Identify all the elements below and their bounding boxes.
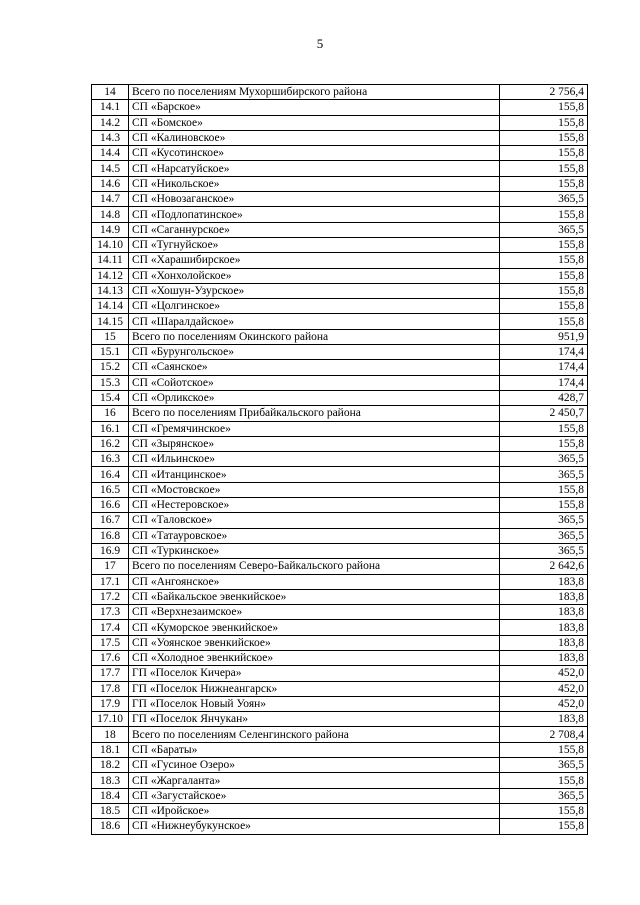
table-row — [92, 345, 588, 360]
settlement-name: СП «Ангоянское» — [129, 574, 500, 589]
amount-value: 155,8 — [500, 268, 588, 283]
row-number: 18.2 — [92, 758, 129, 773]
row-number: 16.7 — [92, 513, 129, 528]
amount-value: 951,9 — [500, 329, 588, 344]
table-row — [92, 681, 588, 696]
amount-value: 183,8 — [500, 605, 588, 620]
row-number: 18 — [92, 727, 129, 742]
table-row — [92, 146, 588, 161]
row-number: 15.4 — [92, 390, 129, 405]
table-row — [92, 498, 588, 513]
table-row — [92, 758, 588, 773]
settlement-name: СП «Хонхолойское» — [129, 268, 500, 283]
amount-value: 155,8 — [500, 299, 588, 314]
row-number: 15.3 — [92, 375, 129, 390]
table-row — [92, 299, 588, 314]
row-number: 16.3 — [92, 452, 129, 467]
row-number: 17.6 — [92, 650, 129, 665]
table-row — [92, 314, 588, 329]
settlement-name: СП «Нижнеубукунское» — [129, 819, 500, 834]
amount-value: 155,8 — [500, 176, 588, 191]
row-number: 14.15 — [92, 314, 129, 329]
row-number: 17.7 — [92, 666, 129, 681]
settlement-name: СП «Куморское эвенкийское» — [129, 620, 500, 635]
amount-value: 365,5 — [500, 513, 588, 528]
settlement-name: Всего по поселениям Селенгинского района — [129, 727, 500, 742]
amount-value: 452,0 — [500, 696, 588, 711]
row-number: 16.1 — [92, 421, 129, 436]
amount-value: 183,8 — [500, 712, 588, 727]
settlement-name: СП «Шаралдайское» — [129, 314, 500, 329]
row-number: 17.9 — [92, 696, 129, 711]
row-number: 14.13 — [92, 283, 129, 298]
table-row — [92, 85, 588, 100]
settlement-name: СП «Бомское» — [129, 115, 500, 130]
amount-value: 2 756,4 — [500, 85, 588, 100]
settlement-name: СП «Жаргаланта» — [129, 773, 500, 788]
settlement-name: СП «Ильинское» — [129, 452, 500, 467]
amount-value: 2 708,4 — [500, 727, 588, 742]
amount-value: 174,4 — [500, 375, 588, 390]
amount-value: 365,5 — [500, 788, 588, 803]
settlement-name: СП «Таловское» — [129, 513, 500, 528]
row-number: 15 — [92, 329, 129, 344]
table-row — [92, 650, 588, 665]
table-row — [92, 192, 588, 207]
amount-value: 365,5 — [500, 758, 588, 773]
table-row — [92, 253, 588, 268]
row-number: 17.4 — [92, 620, 129, 635]
settlement-name: СП «Цолгинское» — [129, 299, 500, 314]
amount-value: 183,8 — [500, 650, 588, 665]
settlement-name: Всего по поселениям Окинского района — [129, 329, 500, 344]
settlement-name: СП «Саянское» — [129, 360, 500, 375]
row-number: 17.5 — [92, 635, 129, 650]
table-row — [92, 421, 588, 436]
settlement-name: Всего по поселениям Прибайкальского района — [129, 406, 500, 421]
amount-value: 155,8 — [500, 253, 588, 268]
table-row — [92, 696, 588, 711]
settlement-name: Всего по поселениям Мухоршибирского района — [129, 85, 500, 100]
amount-value: 365,5 — [500, 192, 588, 207]
settlement-name: СП «Гусиное Озеро» — [129, 758, 500, 773]
table-body — [92, 85, 588, 835]
settlement-name: СП «Холодное эвенкийское» — [129, 650, 500, 665]
amount-value: 365,5 — [500, 467, 588, 482]
amount-value: 183,8 — [500, 574, 588, 589]
row-number: 17.10 — [92, 712, 129, 727]
amount-value: 155,8 — [500, 314, 588, 329]
amount-value: 365,5 — [500, 452, 588, 467]
amount-value: 155,8 — [500, 819, 588, 834]
row-number: 16.4 — [92, 467, 129, 482]
amount-value: 155,8 — [500, 498, 588, 513]
settlement-name: СП «Бараты» — [129, 742, 500, 757]
amount-value: 2 450,7 — [500, 406, 588, 421]
row-number: 14.6 — [92, 176, 129, 191]
settlement-name: СП «Калиновское» — [129, 130, 500, 145]
amount-value: 183,8 — [500, 620, 588, 635]
table-row — [92, 390, 588, 405]
page-number: 5 — [316, 36, 324, 51]
row-number: 14.12 — [92, 268, 129, 283]
row-number: 18.4 — [92, 788, 129, 803]
amount-value: 155,8 — [500, 115, 588, 130]
table-row — [92, 467, 588, 482]
table-row — [92, 742, 588, 757]
settlement-name: ГП «Поселок Нижнеангарск» — [129, 681, 500, 696]
table-row — [92, 620, 588, 635]
settlement-name: СП «Мостовское» — [129, 482, 500, 497]
amount-value: 155,8 — [500, 146, 588, 161]
amount-value: 155,8 — [500, 130, 588, 145]
table-row — [92, 406, 588, 421]
row-number: 14.14 — [92, 299, 129, 314]
amount-value: 452,0 — [500, 681, 588, 696]
settlement-name: Всего по поселениям Северо-Байкальского района — [129, 559, 500, 574]
settlement-name: СП «Сойотское» — [129, 375, 500, 390]
row-number: 17.1 — [92, 574, 129, 589]
row-number: 14.1 — [92, 100, 129, 115]
row-number: 14 — [92, 85, 129, 100]
settlement-name: СП «Верхнезаимское» — [129, 605, 500, 620]
amount-value: 155,8 — [500, 742, 588, 757]
table-row — [92, 605, 588, 620]
settlement-name: СП «Хошун-Узурское» — [129, 283, 500, 298]
settlement-name: СП «Подлопатинское» — [129, 207, 500, 222]
amount-value: 428,7 — [500, 390, 588, 405]
amount-value: 183,8 — [500, 635, 588, 650]
table-row — [92, 130, 588, 145]
amount-value: 155,8 — [500, 803, 588, 818]
table-row — [92, 482, 588, 497]
row-number: 16.9 — [92, 543, 129, 558]
settlement-name: СП «Байкальское эвенкийское» — [129, 589, 500, 604]
amount-value: 155,8 — [500, 161, 588, 176]
row-number: 14.3 — [92, 130, 129, 145]
table-row — [92, 360, 588, 375]
table-row — [92, 666, 588, 681]
table-row — [92, 115, 588, 130]
table-row — [92, 788, 588, 803]
row-number: 18.5 — [92, 803, 129, 818]
settlement-name: СП «Туркинское» — [129, 543, 500, 558]
table-row — [92, 574, 588, 589]
table-row — [92, 543, 588, 558]
table-row — [92, 268, 588, 283]
table-row — [92, 773, 588, 788]
amount-value: 155,8 — [500, 421, 588, 436]
table-row — [92, 819, 588, 834]
settlement-name: СП «Гремячинское» — [129, 421, 500, 436]
table-row — [92, 513, 588, 528]
amount-value: 2 642,6 — [500, 559, 588, 574]
settlement-name: СП «Новозаганское» — [129, 192, 500, 207]
settlement-name: СП «Итанцинское» — [129, 467, 500, 482]
row-number: 16.6 — [92, 498, 129, 513]
row-number: 14.5 — [92, 161, 129, 176]
table-row — [92, 528, 588, 543]
settlement-name: ГП «Поселок Янчукан» — [129, 712, 500, 727]
row-number: 15.1 — [92, 345, 129, 360]
table-row — [92, 803, 588, 818]
settlement-name: СП «Харашибирское» — [129, 253, 500, 268]
table-row — [92, 712, 588, 727]
row-number: 14.2 — [92, 115, 129, 130]
amount-value: 365,5 — [500, 543, 588, 558]
amount-value: 155,8 — [500, 207, 588, 222]
row-number: 18.1 — [92, 742, 129, 757]
row-number: 16.5 — [92, 482, 129, 497]
row-number: 14.11 — [92, 253, 129, 268]
row-number: 16 — [92, 406, 129, 421]
settlement-name: ГП «Поселок Новый Уоян» — [129, 696, 500, 711]
table-row — [92, 176, 588, 191]
amount-value: 155,8 — [500, 773, 588, 788]
settlement-name: ГП «Поселок Кичера» — [129, 666, 500, 681]
settlement-name: СП «Орликское» — [129, 390, 500, 405]
row-number: 18.3 — [92, 773, 129, 788]
settlements-table — [91, 84, 588, 835]
table-row — [92, 161, 588, 176]
table-row — [92, 237, 588, 252]
settlement-name: СП «Иройское» — [129, 803, 500, 818]
settlement-name: СП «Тугнуйское» — [129, 237, 500, 252]
table-row — [92, 329, 588, 344]
settlement-name: СП «Кусотинское» — [129, 146, 500, 161]
amount-value: 155,8 — [500, 482, 588, 497]
amount-value: 183,8 — [500, 589, 588, 604]
settlement-name: СП «Никольское» — [129, 176, 500, 191]
table-row — [92, 436, 588, 451]
settlement-name: СП «Нестеровское» — [129, 498, 500, 513]
settlement-name: СП «Уоянское эвенкийское» — [129, 635, 500, 650]
table-row — [92, 207, 588, 222]
table-row — [92, 222, 588, 237]
row-number: 14.4 — [92, 146, 129, 161]
table-row — [92, 283, 588, 298]
amount-value: 452,0 — [500, 666, 588, 681]
row-number: 14.10 — [92, 237, 129, 252]
table-row — [92, 635, 588, 650]
settlement-name: СП «Нарсатуйское» — [129, 161, 500, 176]
table-row — [92, 375, 588, 390]
row-number: 14.7 — [92, 192, 129, 207]
settlement-name: СП «Саганнурское» — [129, 222, 500, 237]
amount-value: 155,8 — [500, 436, 588, 451]
amount-value: 155,8 — [500, 283, 588, 298]
row-number: 15.2 — [92, 360, 129, 375]
row-number: 16.8 — [92, 528, 129, 543]
table-row — [92, 559, 588, 574]
row-number: 17.3 — [92, 605, 129, 620]
settlement-name: СП «Барское» — [129, 100, 500, 115]
settlement-name: СП «Бурунгольское» — [129, 345, 500, 360]
table-row — [92, 589, 588, 604]
amount-value: 155,8 — [500, 237, 588, 252]
settlement-name: СП «Татауровское» — [129, 528, 500, 543]
row-number: 16.2 — [92, 436, 129, 451]
settlement-name: СП «Загустайское» — [129, 788, 500, 803]
row-number: 14.8 — [92, 207, 129, 222]
amount-value: 365,5 — [500, 222, 588, 237]
table-row — [92, 452, 588, 467]
table-row — [92, 727, 588, 742]
table-row — [92, 100, 588, 115]
row-number: 17.8 — [92, 681, 129, 696]
amount-value: 174,4 — [500, 360, 588, 375]
row-number: 17 — [92, 559, 129, 574]
row-number: 17.2 — [92, 589, 129, 604]
row-number: 18.6 — [92, 819, 129, 834]
amount-value: 155,8 — [500, 100, 588, 115]
amount-value: 174,4 — [500, 345, 588, 360]
settlement-name: СП «Зырянское» — [129, 436, 500, 451]
amount-value: 365,5 — [500, 528, 588, 543]
row-number: 14.9 — [92, 222, 129, 237]
